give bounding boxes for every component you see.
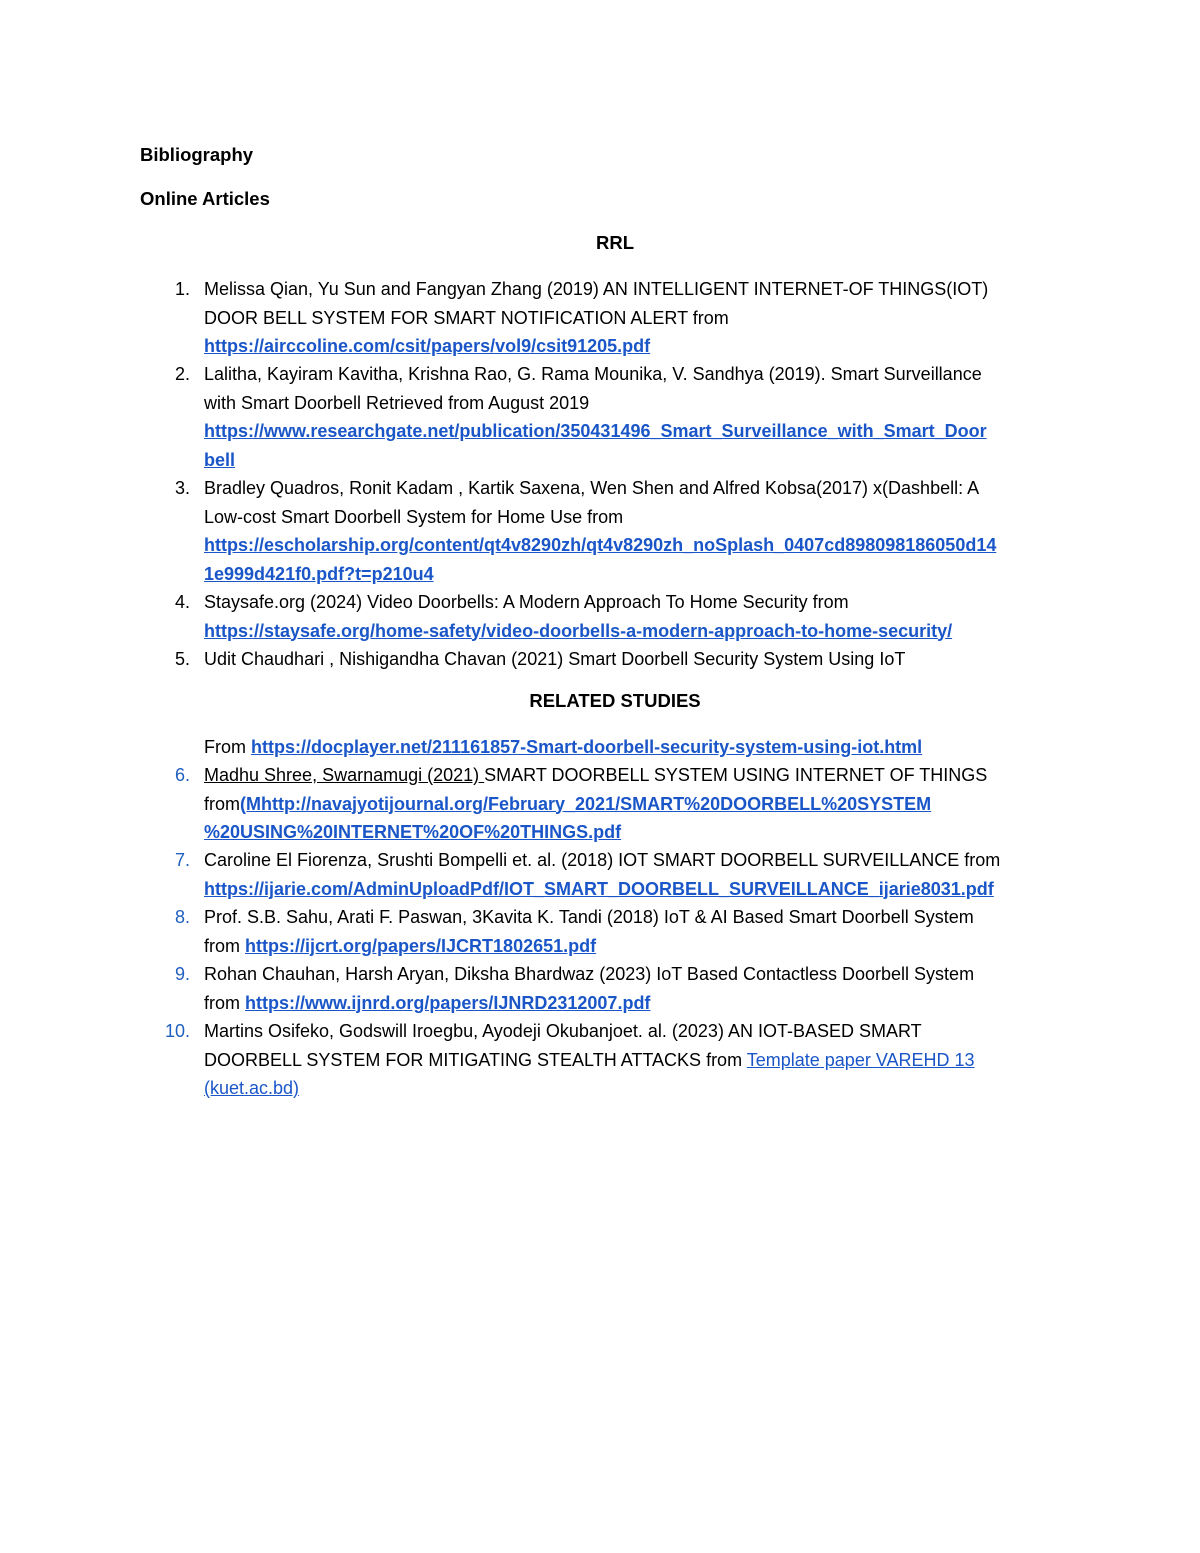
list-number: 4. (174, 592, 190, 612)
reference-link[interactable]: https://airccoline.com/csit/papers/vol9/csit91205.pdf (204, 336, 651, 356)
list-number: 2. (174, 364, 190, 384)
entry-text: Staysafe.org (2024) Video Doorbells: A Modern Approach To Home Security from (204, 592, 849, 612)
reference-link-continued[interactable]: bell (204, 449, 236, 470)
bibliography-heading: Bibliography (140, 144, 254, 165)
related-studies-heading: RELATED STUDIES (529, 690, 701, 711)
from-label: from (204, 935, 246, 956)
from-label: from (204, 992, 246, 1013)
reference-link[interactable]: https://staysafe.org/home-safety/video-doorbells-a-modern-approach-to-home-security/ (204, 620, 953, 641)
entry-text: DOORBELL SYSTEM FOR MITIGATING STEALTH ATTACKS from (204, 1049, 747, 1070)
list-number: 5. (174, 649, 190, 669)
reference-link-continued[interactable]: 1e999d421f0.pdf?t=p210u4 (204, 563, 434, 584)
list-number: 3. (174, 478, 190, 498)
list-number: 6. (174, 765, 190, 785)
entry-text: Rohan Chauhan, Harsh Aryan, Diksha Bhardwaz (2023) IoT Based Contactless Doorbell System (204, 964, 975, 984)
list-number: 7. (174, 850, 190, 870)
reference-link[interactable]: https://www.researchgate.net/publication/350431496_Smart_Surveillance_with_Smart_Door (204, 421, 987, 441)
reference-link[interactable]: Template paper VAREHD 13 (746, 1049, 975, 1070)
reference-link[interactable]: https://www.ijnrd.org/papers/IJNRD2312007.pdf (245, 992, 651, 1013)
reference-link-continued[interactable]: (kuet.ac.bd) (204, 1078, 300, 1098)
entry-text: Bradley Quadros, Ronit Kadam , Kartik Saxena, Wen Shen and Alfred Kobsa(2017) x(Dashbell: A (204, 478, 980, 498)
entry-text: Low-cost Smart Doorbell System for Home Use from (204, 506, 624, 527)
list-number: 9. (174, 964, 190, 984)
from-label: From (204, 737, 251, 757)
reference-link-continued[interactable]: %20USING%20INTERNET%20OF%20THINGS.pdf (204, 822, 622, 842)
entry-authors: Madhu Shree, Swarnamugi (2021) (204, 765, 485, 785)
entry-text: Prof. S.B. Sahu, Arati F. Paswan, 3Kavita K. Tandi (2018) IoT & AI Based Smart Doorbell System (204, 907, 974, 927)
list-number: 1. (174, 279, 190, 299)
entry-text: Lalitha, Kayiram Kavitha, Krishna Rao, G. Rama Mounika, V. Sandhya (2019). Smart Surveillance (204, 364, 982, 384)
entry-text: with Smart Doorbell Retrieved from August 2019 (204, 392, 590, 413)
entry-text: Caroline El Fiorenza, Srushti Bompelli et. al. (2018) IOT SMART DOORBELL SURVEILLANCE from (204, 850, 1001, 870)
list-number: 10. (164, 1021, 190, 1041)
reference-link[interactable]: https://escholarship.org/content/qt4v8290zh/qt4v8290zh_noSplash_0407cd898098186050d14 (204, 535, 997, 555)
list-number: 8. (174, 907, 190, 927)
reference-link[interactable]: https://docplayer.net/211161857-Smart-doorbell-security-system-using-iot.html (251, 737, 923, 757)
reference-link[interactable]: (Mhttp://navajyotijournal.org/February_2021/SMART%20DOORBELL%20SYSTEM (240, 793, 932, 814)
reference-link[interactable]: https://ijcrt.org/papers/IJCRT1802651.pdf (245, 935, 597, 956)
entry-text: SMART DOORBELL SYSTEM USING INTERNET OF THINGS (484, 765, 988, 785)
online-articles-heading: Online Articles (140, 188, 270, 209)
reference-link[interactable]: https://ijarie.com/AdminUploadPdf/IOT_SMART_DOORBELL_SURVEILLANCE_ijarie8031.pdf (204, 878, 994, 899)
from-label: from (204, 793, 240, 814)
entry-text: DOOR BELL SYSTEM FOR SMART NOTIFICATION ALERT from (204, 307, 729, 328)
entry-text: Martins Osifeko, Godswill Iroegbu, Ayodeji Okubanjoet. al. (2023) AN IOT-BASED SMART (204, 1021, 922, 1041)
entry-text: Udit Chaudhari , Nishigandha Chavan (2021) Smart Doorbell Security System Using IoT (204, 649, 906, 669)
entry-text: Melissa Qian, Yu Sun and Fangyan Zhang (2019) AN INTELLIGENT INTERNET-OF THINGS(IOT) (204, 279, 989, 299)
rrl-heading: RRL (595, 232, 635, 253)
